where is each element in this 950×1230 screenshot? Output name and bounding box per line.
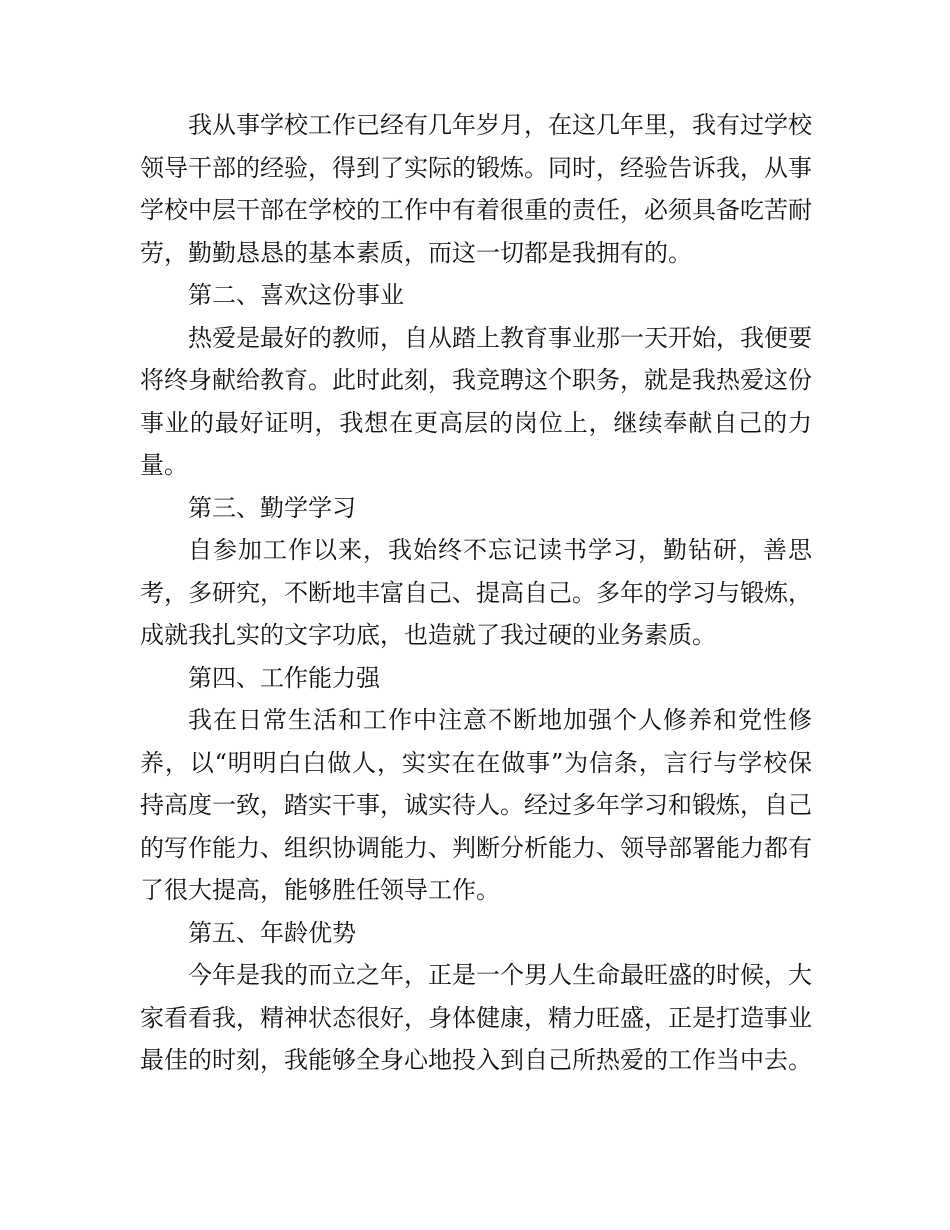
paragraph-work-ability: 我在日常生活和工作中注意不断地加强个人修养和党性修养，以“明明白白做人，实实在在做事”为信条，言行与学校保持高度一致，踏实干事，诚实待人。经过多年学习和锻炼，自己的写作能力、组织协调能力、判断分析能力、领导部署能力都有了很大提高，能够胜任领导工作。	[140, 706, 812, 904]
heading-diligent-study: 第三、勤学学习	[188, 493, 356, 522]
paragraph-love-career: 热爱是最好的教师，自从踏上教育事业那一天开始，我便要将终身献给教育。此时此刻，我竞聘这个职务，就是我热爱这份事业的最好证明，我想在更高层的岗位上，继续奉献自己的力量。	[140, 323, 812, 479]
paragraph-age-advantage: 今年是我的而立之年，正是一个男人生命最旺盛的时候，大家看看我，精神状态很好，身体健康，精力旺盛，正是打造事业最佳的时刻，我能够全身心地投入到自己所热爱的工作当中去。	[140, 961, 812, 1074]
paragraph-diligent-study: 自参加工作以来，我始终不忘记读书学习，勤钻研，善思考，多研究，不断地丰富自己、提高自己。多年的学习与锻炼，成就我扎实的文字功底，也造就了我过硬的业务素质。	[140, 536, 812, 649]
heading-love-career: 第二、喜欢这份事业	[188, 281, 404, 309]
heading-age-advantage: 第五、年龄优势	[188, 918, 356, 947]
heading-work-ability: 第四、工作能力强	[188, 663, 380, 692]
paragraph-experience: 我从事学校工作已经有几年岁月，在这几年里，我有过学校领导干部的经验，得到了实际的锻炼。同时，经验告诉我，从事学校中层干部在学校的工作中有着很重的责任，必须具备吃苦耐劳，勤勤恳恳的基本素质，而这一切都是我拥有的。	[140, 111, 812, 267]
document-body	[140, 104, 812, 1082]
